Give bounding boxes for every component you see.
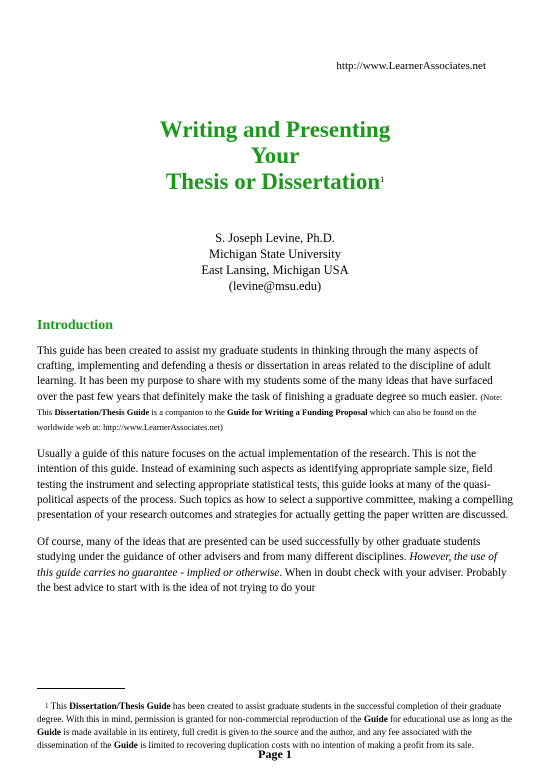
title-line-1: Writing and Presenting [159,117,391,142]
note-text-b: Dissertation/Thesis Guide [54,406,150,417]
footnote-text-3: has been created to assist graduate students in the successful completion of their graduate degree. With this in mind, permission is granted for non-commercial reproduction of the [37,701,502,724]
title-footnote-marker: 1 [380,175,385,184]
paragraph-3-text-b: . When in doubt check with your adviser. Probably the best advice to start with is the idea of not trying to do your [37,566,507,594]
footnote-text-7: is made available in its entirety, full credit is given to the source and the author, and any fee associated with the dissemination of the [37,727,472,750]
footnote-text-8: Guide [113,740,138,750]
footnote [37,700,515,752]
title-line-2: Your [250,143,300,168]
title-line-3-text: Thesis or Dissertation [165,169,381,194]
header-url: http://www.LearnerAssociates.net [336,60,486,72]
note-text-e: which can also be found on the worldwide web at: http://www.LearnerAssociates.net) [37,406,477,433]
paragraph-3 [37,535,515,596]
author-block [0,230,550,294]
author-location: East Lansing, Michigan USA [201,263,349,277]
note-text-c: is a companion to the [149,406,228,417]
paragraph-3-text-a: Of course, many of the ideas that are presented can be used successfully by other graduate students studying under the guidance of other advisers and from many different disciplines. [37,536,481,564]
footnote-number: 1 [45,702,49,710]
footnote-text-2: Dissertation/Thesis Guide [69,701,171,711]
paragraph-1-text: This guide has been created to assist my graduate students in thinking through the many aspects of crafting, implementing and defending a thesis or dissertation in areas related to the discipline of adult learning. It has been my purpose to share with my students some of the many ideas that have surfaced over the past few years that definitely make the task of finishing a graduate degree so much easier. [37,345,493,403]
note-text-a: (Note: This [37,391,503,417]
footnote-text-4: Guide [363,714,388,724]
document-title [0,117,550,195]
paragraph-2: Usually a guide of this nature focuses on the actual implementation of the research. This is not the intention of this guide. Instead of examining such aspects as identifying appropriate sample size, field testing the instrument and selecting appropriate statistical tests, this guide looks at many of the quasi-political aspects of the process. Such topics as how to select a supportive committee, making a compelling presentation of your research outcomes and strategies for actually getting the paper written are discussed. [37,448,513,522]
paragraph-1 [37,344,515,435]
footnote-divider [37,688,125,689]
author-name: S. Joseph Levine, Ph.D. [215,231,335,245]
note-text-d: Guide for Writing a Funding Proposal [227,406,368,417]
author-affiliation: Michigan State University [209,247,341,261]
title-line-3 [0,169,550,195]
body-text [37,344,515,608]
footnote-text-6: Guide [37,727,61,737]
footnote-text-9: is limited to recovering duplication costs with no intention of making a profit from its sale. [137,740,474,750]
paragraph-3-italic: However, the use of this guide carries no guarantee - implied or otherwise [37,551,497,579]
page-number: Page 1 [258,747,292,761]
footnote-text-1: This [50,701,70,711]
footnote-text-5: for educational use as long as the [387,714,513,724]
section-heading-introduction: Introduction [37,318,113,333]
author-email: (levine@msu.edu) [228,279,322,293]
